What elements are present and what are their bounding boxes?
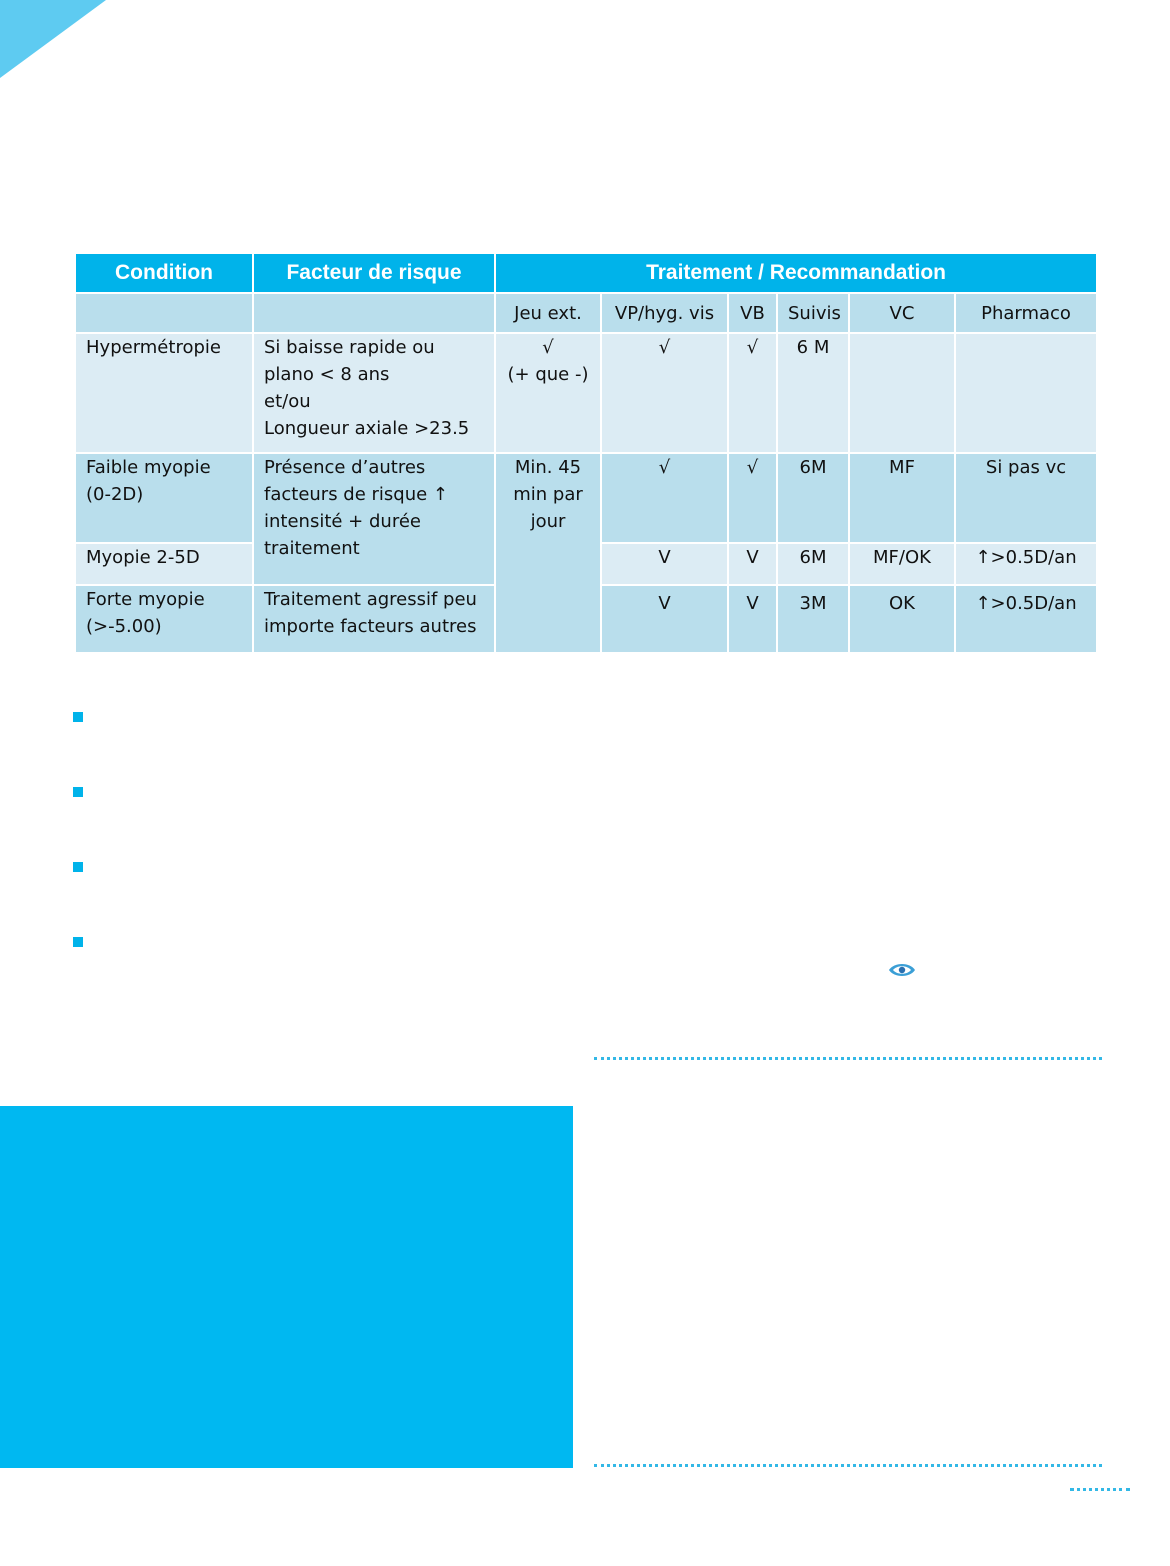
accent-color-block — [0, 1106, 573, 1468]
dotted-divider-bottom — [594, 1464, 1102, 1467]
recommendation-table — [74, 252, 1098, 654]
table-row — [75, 333, 1097, 453]
cell-vc: OK — [849, 585, 955, 653]
header-traitement: Traitement / Recommandation — [495, 253, 1097, 293]
cell-vb: V — [728, 585, 777, 653]
subheader-jeu: Jeu ext. — [495, 293, 601, 333]
cell-vc: MF — [849, 453, 955, 543]
cell-vb: √ — [728, 333, 777, 453]
eye-logo-icon — [888, 961, 916, 979]
cell-jeu-merged: Min. 45 min par jour — [495, 453, 601, 653]
dotted-divider-top — [594, 1057, 1102, 1060]
subheader-suivis: Suivis — [777, 293, 849, 333]
cell-suivis: 6M — [777, 453, 849, 543]
cell-vp: √ — [601, 333, 728, 453]
cell-pharmaco: ↑>0.5D/an — [955, 585, 1097, 653]
header-condition: Condition — [75, 253, 253, 293]
corner-triangle-decoration — [0, 0, 106, 78]
cell-facteur: Traitement agressif peu importe facteurs autres — [253, 585, 495, 653]
cell-pharmaco — [955, 333, 1097, 453]
bullet-square-1 — [73, 712, 83, 722]
cell-jeu: √ (+ que -) — [495, 333, 601, 453]
cell-facteur: Si baisse rapide ou plano < 8 ans et/ou Longueur axiale >23.5 — [253, 333, 495, 453]
cell-suivis: 6M — [777, 543, 849, 585]
cell-vb: V — [728, 543, 777, 585]
recommendation-table-figure — [74, 252, 1096, 654]
cell-vb: √ — [728, 453, 777, 543]
cell-vp: √ — [601, 453, 728, 543]
table-header-row — [75, 253, 1097, 293]
cell-condition: Myopie 2-5D — [75, 543, 253, 585]
subheader-vb: VB — [728, 293, 777, 333]
subheader-vp: VP/hyg. vis — [601, 293, 728, 333]
subheader-blank-facteur — [253, 293, 495, 333]
table-subheader-row — [75, 293, 1097, 333]
cell-vc: MF/OK — [849, 543, 955, 585]
cell-facteur-merged: Présence d’autres facteurs de risque ↑ intensité + durée traitement — [253, 453, 495, 585]
dotted-divider-short — [1070, 1488, 1130, 1491]
cell-pharmaco: ↑>0.5D/an — [955, 543, 1097, 585]
cell-suivis: 3M — [777, 585, 849, 653]
bullet-square-4 — [73, 937, 83, 947]
cell-vp: V — [601, 585, 728, 653]
header-facteur: Facteur de risque — [253, 253, 495, 293]
subheader-vc: VC — [849, 293, 955, 333]
cell-vp: V — [601, 543, 728, 585]
bullet-square-2 — [73, 787, 83, 797]
cell-vc — [849, 333, 955, 453]
subheader-blank-condition — [75, 293, 253, 333]
cell-condition: Hypermétropie — [75, 333, 253, 453]
subheader-pharmaco: Pharmaco — [955, 293, 1097, 333]
table-row — [75, 453, 1097, 543]
cell-condition: Faible myopie (0-2D) — [75, 453, 253, 543]
bullet-square-3 — [73, 862, 83, 872]
cell-suivis: 6 M — [777, 333, 849, 453]
cell-pharmaco: Si pas vc — [955, 453, 1097, 543]
cell-condition: Forte myopie (>-5.00) — [75, 585, 253, 653]
